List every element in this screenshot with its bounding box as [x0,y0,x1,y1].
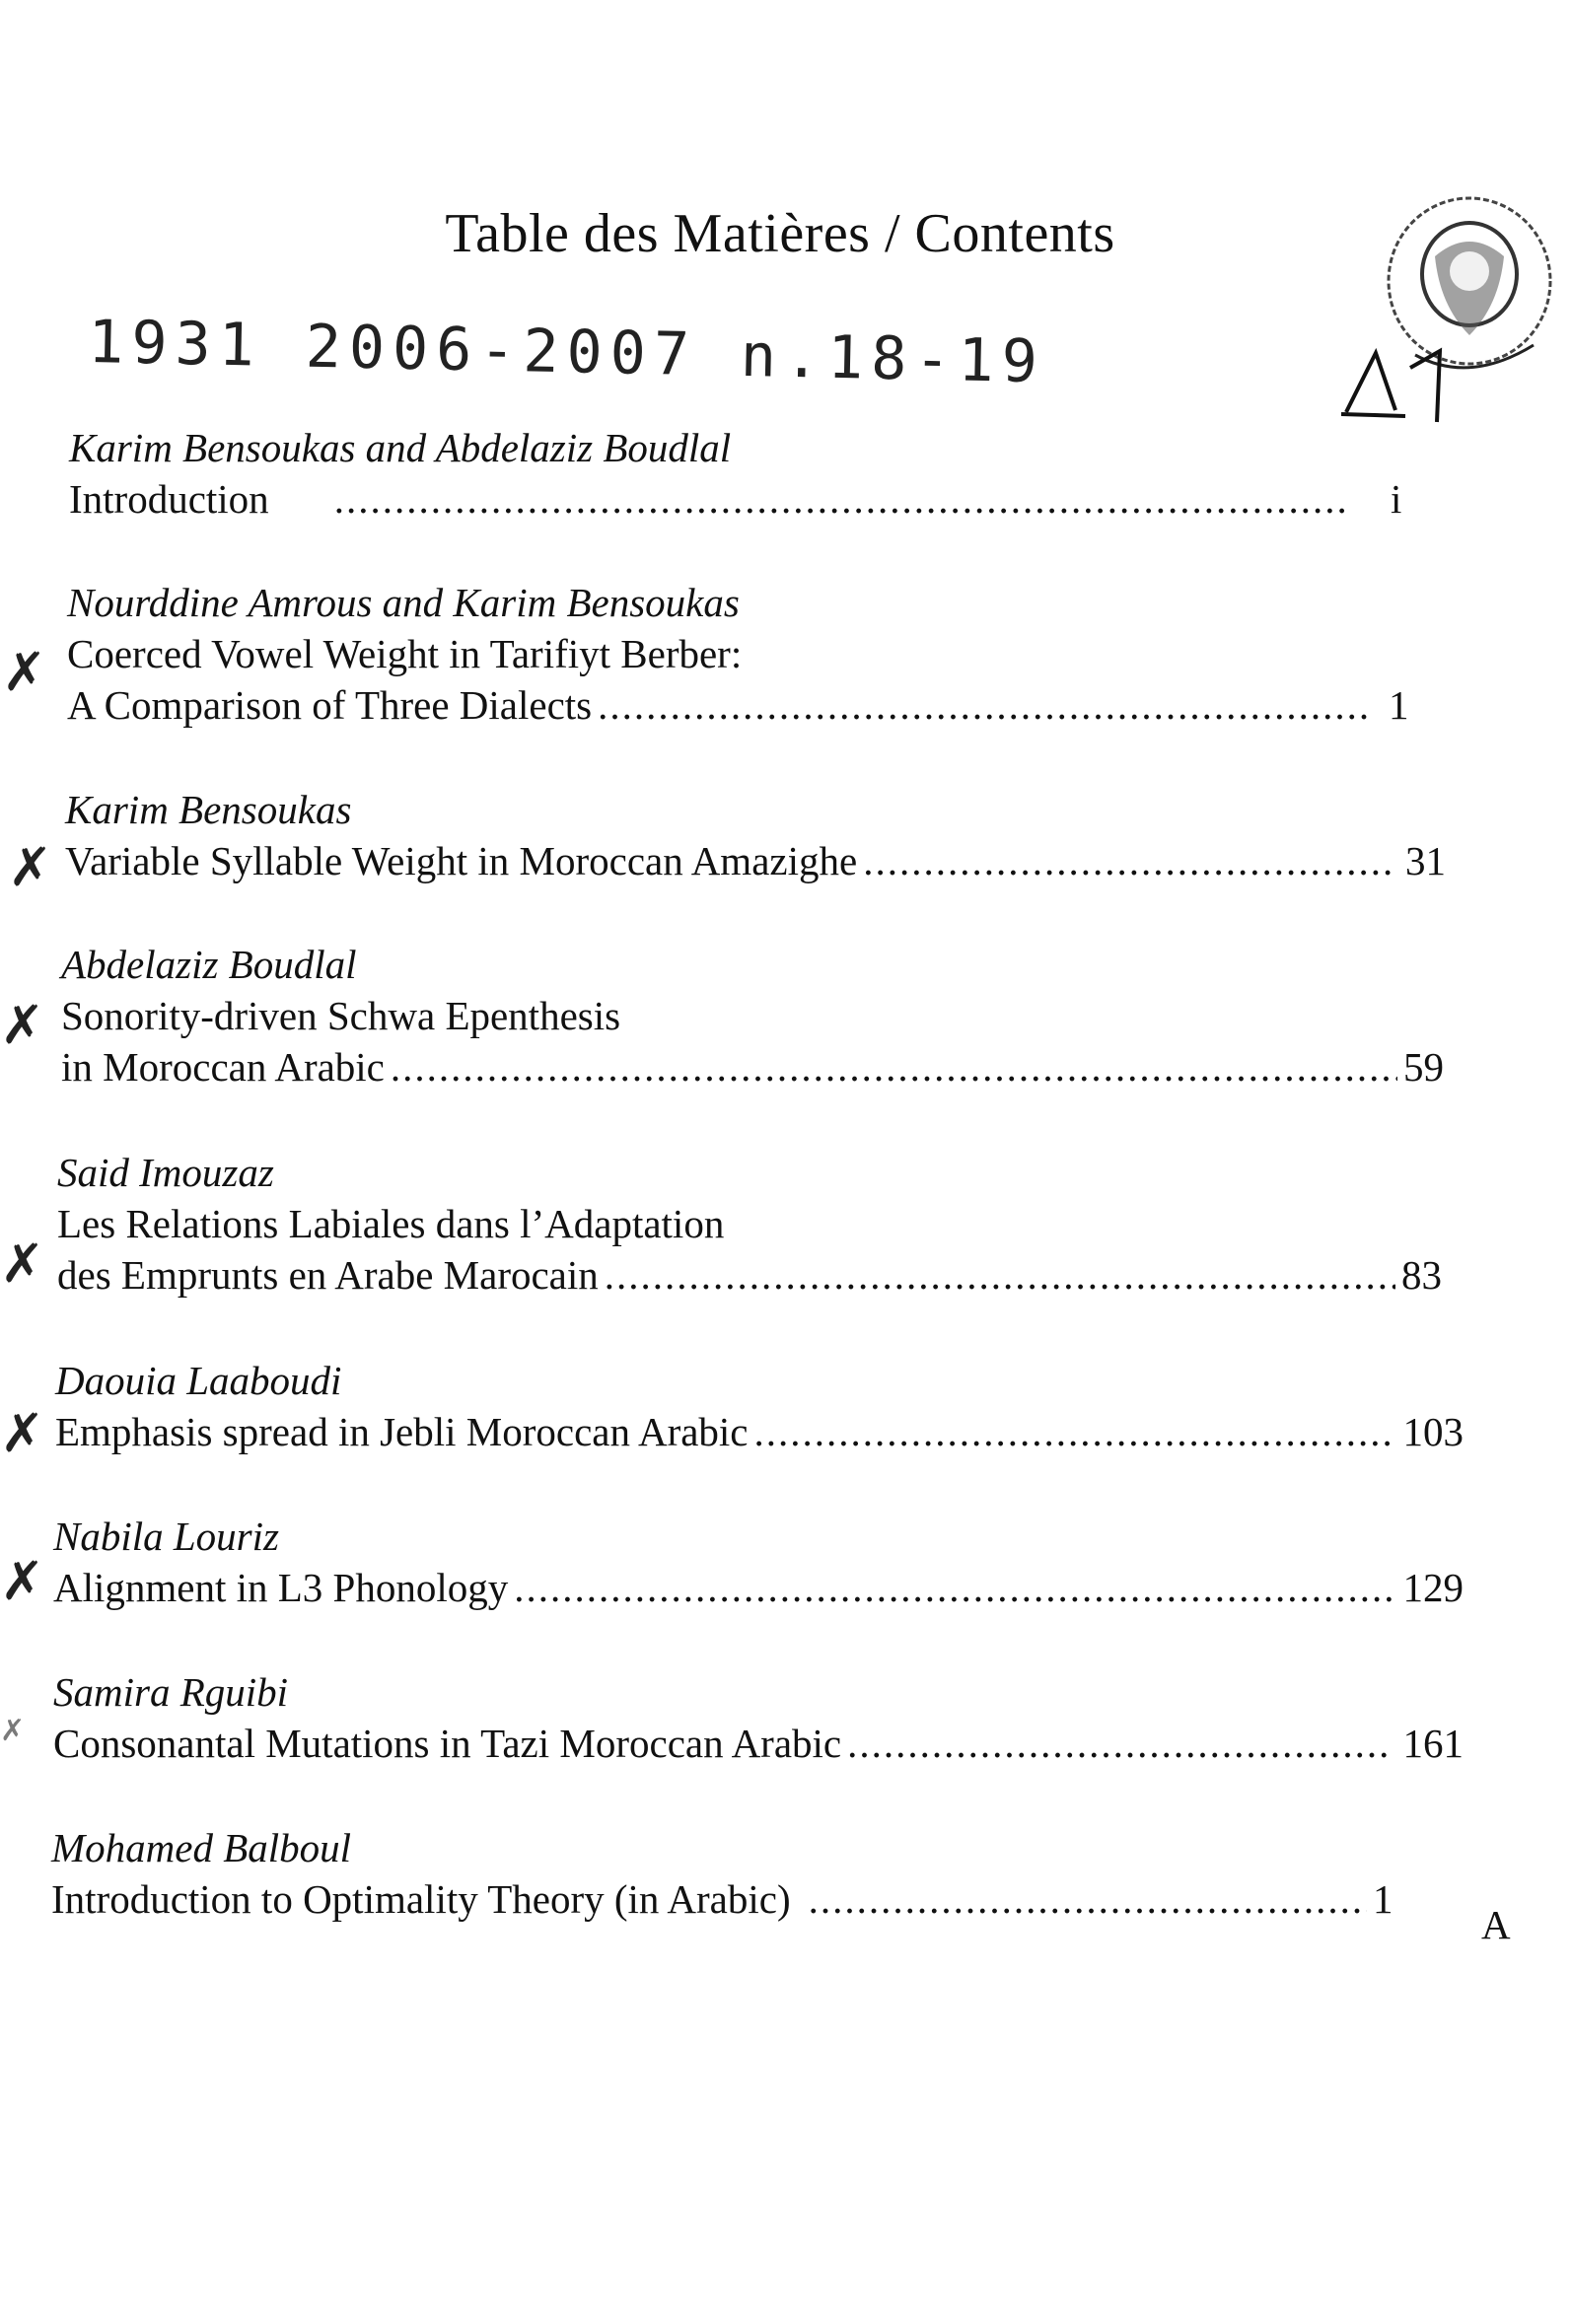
margin-check-mark: ✗ [0,1402,45,1464]
handwritten-catalog-note: 1931 2006-2007 n.18-19 [87,308,1046,397]
entry-page-number: 103 [1402,1409,1464,1454]
entry-title: Variable Syllable Weight in Moroccan Amazighe [65,838,858,883]
leader-dots [847,1718,1389,1769]
entry-title: A Comparison of Three Dialects [67,682,593,728]
entry-author: Mohamed Balboul [51,1825,352,1870]
entry-title: Introduction [69,476,269,522]
entry-title: des Emprunts en Arabe Marocain [57,1252,599,1298]
entry-author: Abdelaziz Boudlal [61,942,357,987]
leader-dots [514,1562,1396,1613]
toc-entry [57,1147,1442,1301]
entry-title: Sonority-driven Schwa Epenthesis [61,993,621,1038]
entry-title: Coerced Vowel Weight in Tarifiyt Berber: [67,631,743,676]
entry-title-line [65,835,1446,886]
entry-page-number: 59 [1403,1044,1444,1090]
toc-entry [51,1822,1412,1925]
leader-dots [598,679,1371,731]
entry-author: Samira Rguibi [53,1669,289,1715]
margin-check-mark: ✗ [2,641,47,703]
entry-title-line [61,1041,1444,1092]
entry-page-number: 1 [1389,682,1409,728]
toc-entry [61,939,1444,1092]
margin-check-mark: ✗ [0,1714,26,1748]
margin-check-mark: ✗ [8,836,53,898]
entry-title: Alignment in L3 Phonology [53,1565,509,1610]
margin-check-mark: ✗ [0,1550,45,1612]
toc-entry [53,1511,1464,1613]
entry-page-number: 31 [1405,838,1446,883]
entry-page-number: 83 [1401,1252,1442,1298]
entry-author: Nabila Louriz [53,1514,279,1559]
entry-author: Daouia Laaboudi [55,1358,342,1403]
entry-author: Karim Bensoukas [65,787,352,832]
leader-dots [605,1249,1395,1301]
toc-entry [69,422,1430,525]
entry-title: Emphasis spread in Jebli Moroccan Arabic [55,1409,749,1454]
entry-page-number: i [1391,476,1402,522]
entry-title: Les Relations Labiales dans l’Adaptation [57,1201,725,1246]
entry-title-line [57,1249,1442,1301]
entry-title-line [53,1562,1464,1613]
entry-author: Nourddine Amrous and Karim Bensoukas [67,580,740,625]
toc-entry [67,577,1428,731]
leader-dots [754,1406,1390,1457]
entry-author: Said Imouzaz [57,1150,274,1195]
toc-entry [55,1355,1464,1457]
entry-page-number: 1 [1373,1876,1393,1922]
toc-entry [65,784,1446,886]
entry-title: Introduction to Optimality Theory (in Arabic) [51,1876,791,1922]
entry-page-number: 129 [1402,1565,1464,1610]
entry-author: Karim Bensoukas and Abdelaziz Boudlal [69,425,732,470]
entry-title-line [51,1873,1412,1925]
leader-dots [863,835,1393,886]
entry-page-number: 161 [1402,1721,1464,1766]
page-title: Table des Matières / Contents [445,203,1115,264]
toc-entry [53,1666,1464,1769]
entry-title-line [69,473,1430,525]
leader-dots [334,473,1345,525]
entry-title: Consonantal Mutations in Tazi Moroccan Arabic [53,1721,842,1766]
entry-title-line [67,679,1428,731]
margin-check-mark: ✗ [0,994,45,1056]
entry-suffix-letter: A [1481,1902,1511,1947]
leader-dots [391,1041,1397,1092]
entry-title-line [55,1406,1464,1457]
entry-title-line [53,1718,1464,1769]
leader-dots [809,1873,1367,1925]
entry-title: in Moroccan Arabic [61,1044,385,1090]
margin-check-mark: ✗ [0,1232,45,1295]
handwritten-shelf-mark-icon [1336,323,1465,432]
